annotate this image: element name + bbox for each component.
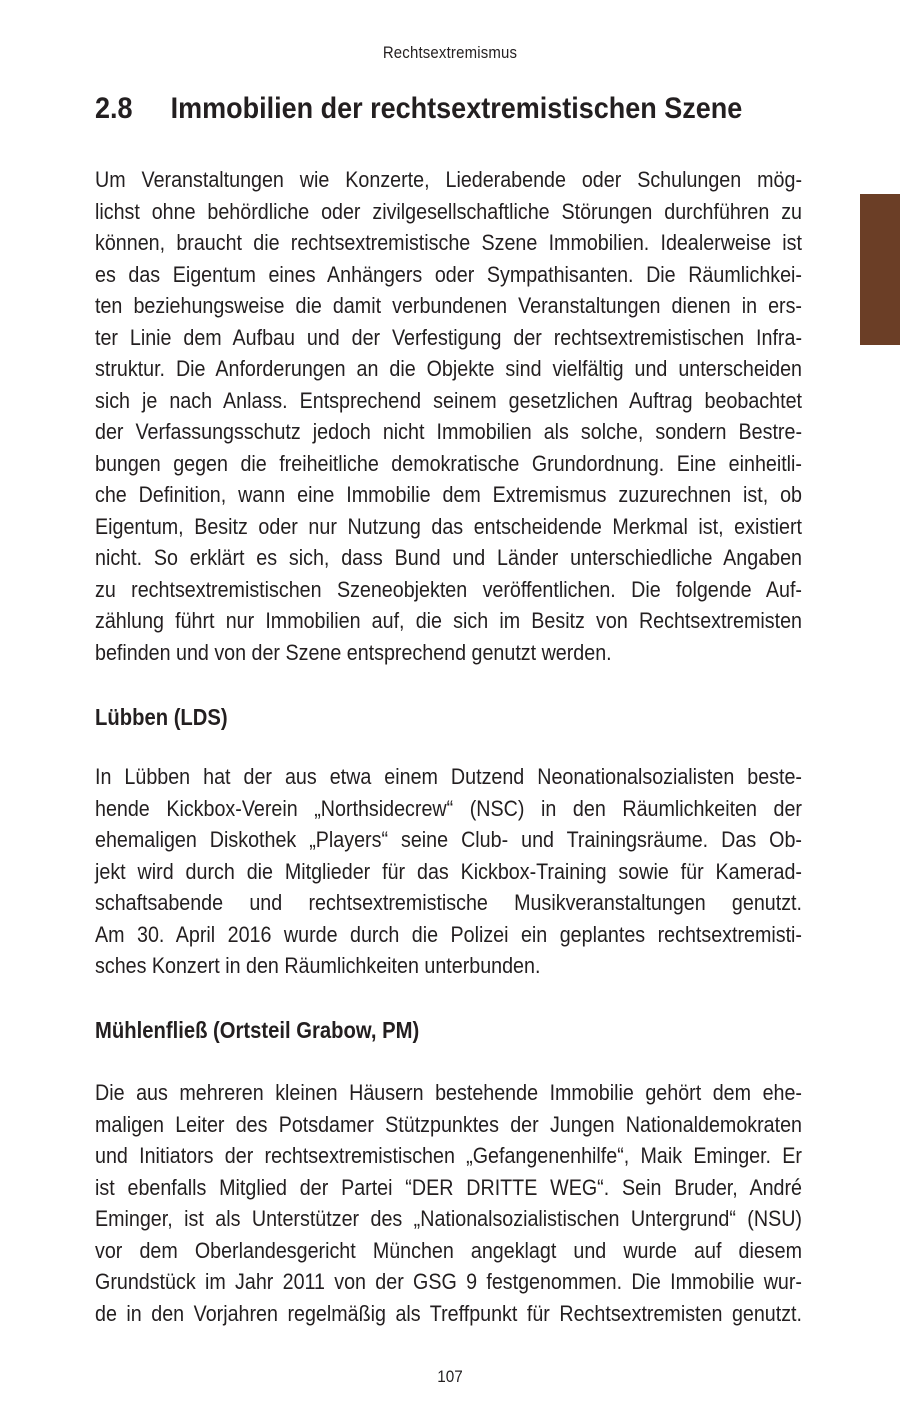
text-line: Eigentum, Besitz oder nur Nutzung das entscheidende Merkmal ist, existiert <box>95 513 802 539</box>
text-line: Eminger, ist als Unterstützer des „Nationalsozialistischen Untergrund“ (NSU) <box>95 1206 802 1231</box>
text-line: jekt wird durch die Mitglieder für das Kickbox-Training sowie für Kamerad- <box>95 858 802 884</box>
text-line: che Definition, wann eine Immobilie dem Extremismus zuzurechnen ist, ob <box>95 482 802 507</box>
section-number: 2.8 <box>95 92 133 125</box>
text-line: lichst ohne behördliche oder zivilgesellschaftliche Störungen durchführen zu <box>95 198 802 224</box>
section-heading <box>95 92 743 126</box>
text-line: Grundstück im Jahr 2011 von der GSG 9 festgenommen. Die Immobilie wur- <box>95 1269 802 1294</box>
text-line: sches Konzert in den Räumlichkeiten unterbunden. <box>95 953 541 978</box>
text-line: ehemaligen Diskothek „Players“ seine Club- und Trainingsräume. Das Ob- <box>95 827 802 852</box>
text-line: In Lübben hat der aus etwa einem Dutzend Neonationalsozialisten beste- <box>95 764 802 789</box>
text-line: ter Linie dem Aufbau und der Verfestigung der rechtsextremistischen Infra- <box>95 324 802 350</box>
text-line: können, braucht die rechtsextremistische Szene Immobilien. Idealerweise ist <box>95 230 802 255</box>
text-line: ist ebenfalls Mitglied der Partei “DER DRITTE WEG“. Sein Bruder, André <box>95 1174 802 1200</box>
text-line: vor dem Oberlandesgericht München angeklagt und wurde auf diesem <box>95 1237 802 1263</box>
text-line: hende Kickbox-Verein „Northsidecrew“ (NSC) in den Räumlichkeiten der <box>95 795 802 821</box>
text-line: schaftsabende und rechtsextremistische Musikveranstaltungen genutzt. <box>95 890 802 915</box>
subheading-luebben: Lübben (LDS) <box>95 704 228 730</box>
text-line: de in den Vorjahren regelmäßig als Treffpunkt für Rechtsextremisten genutzt. <box>95 1300 802 1326</box>
text-line: sich je nach Anlass. Entsprechend seinem gesetzlichen Auftrag beobachtet <box>95 387 802 413</box>
text-line: struktur. Die Anforderungen an die Objekte sind vielfältig und unterscheiden <box>95 356 802 381</box>
text-line: zu rechtsextremistischen Szeneobjekten veröffentlichen. Die folgende Auf- <box>95 576 802 602</box>
luebben-paragraph <box>95 761 802 982</box>
intro-paragraph <box>95 164 802 668</box>
page-number: 107 <box>437 1367 463 1386</box>
text-line: zählung führt nur Immobilien auf, die sich im Besitz von Rechtsextremisten <box>95 608 802 633</box>
chapter-thumb-tab <box>860 194 900 345</box>
muehlenfliess-paragraph <box>95 1077 802 1329</box>
text-line: befinden und von der Szene entsprechend genutzt werden. <box>95 639 612 665</box>
text-line: nicht. So erklärt es sich, dass Bund und Länder unterschiedliche Angaben <box>95 545 802 570</box>
section-title: Immobilien der rechtsextremistischen Szene <box>170 92 743 125</box>
text-line: ten beziehungsweise die damit verbundenen Veranstaltungen dienen in ers- <box>95 293 802 318</box>
text-line: und Initiators der rechtsextremistischen „Gefangenenhilfe“, Maik Eminger. Er <box>95 1143 802 1168</box>
text-line: Am 30. April 2016 wurde durch die Polizei ein geplantes rechtsextremisti- <box>95 921 802 947</box>
text-line: der Verfassungsschutz jedoch nicht Immobilien als solche, sondern Bestre- <box>95 419 802 444</box>
subheading-muehlenfliess: Mühlenfließ (Ortsteil Grabow, PM) <box>95 1017 420 1043</box>
text-line: Um Veranstaltungen wie Konzerte, Liederabende oder Schulungen mög- <box>95 167 802 192</box>
text-line: bungen gegen die freiheitliche demokratische Grundordnung. Eine einheitli- <box>95 450 802 476</box>
text-line: Die aus mehreren kleinen Häusern bestehende Immobilie gehört dem ehe- <box>95 1080 802 1105</box>
text-line: es das Eigentum eines Anhängers oder Sympathisanten. Die Räumlichkei- <box>95 261 802 287</box>
running-header: Rechtsextremismus <box>382 43 518 62</box>
text-line: maligen Leiter des Potsdamer Stützpunktes der Jungen Nationaldemokraten <box>95 1111 802 1137</box>
